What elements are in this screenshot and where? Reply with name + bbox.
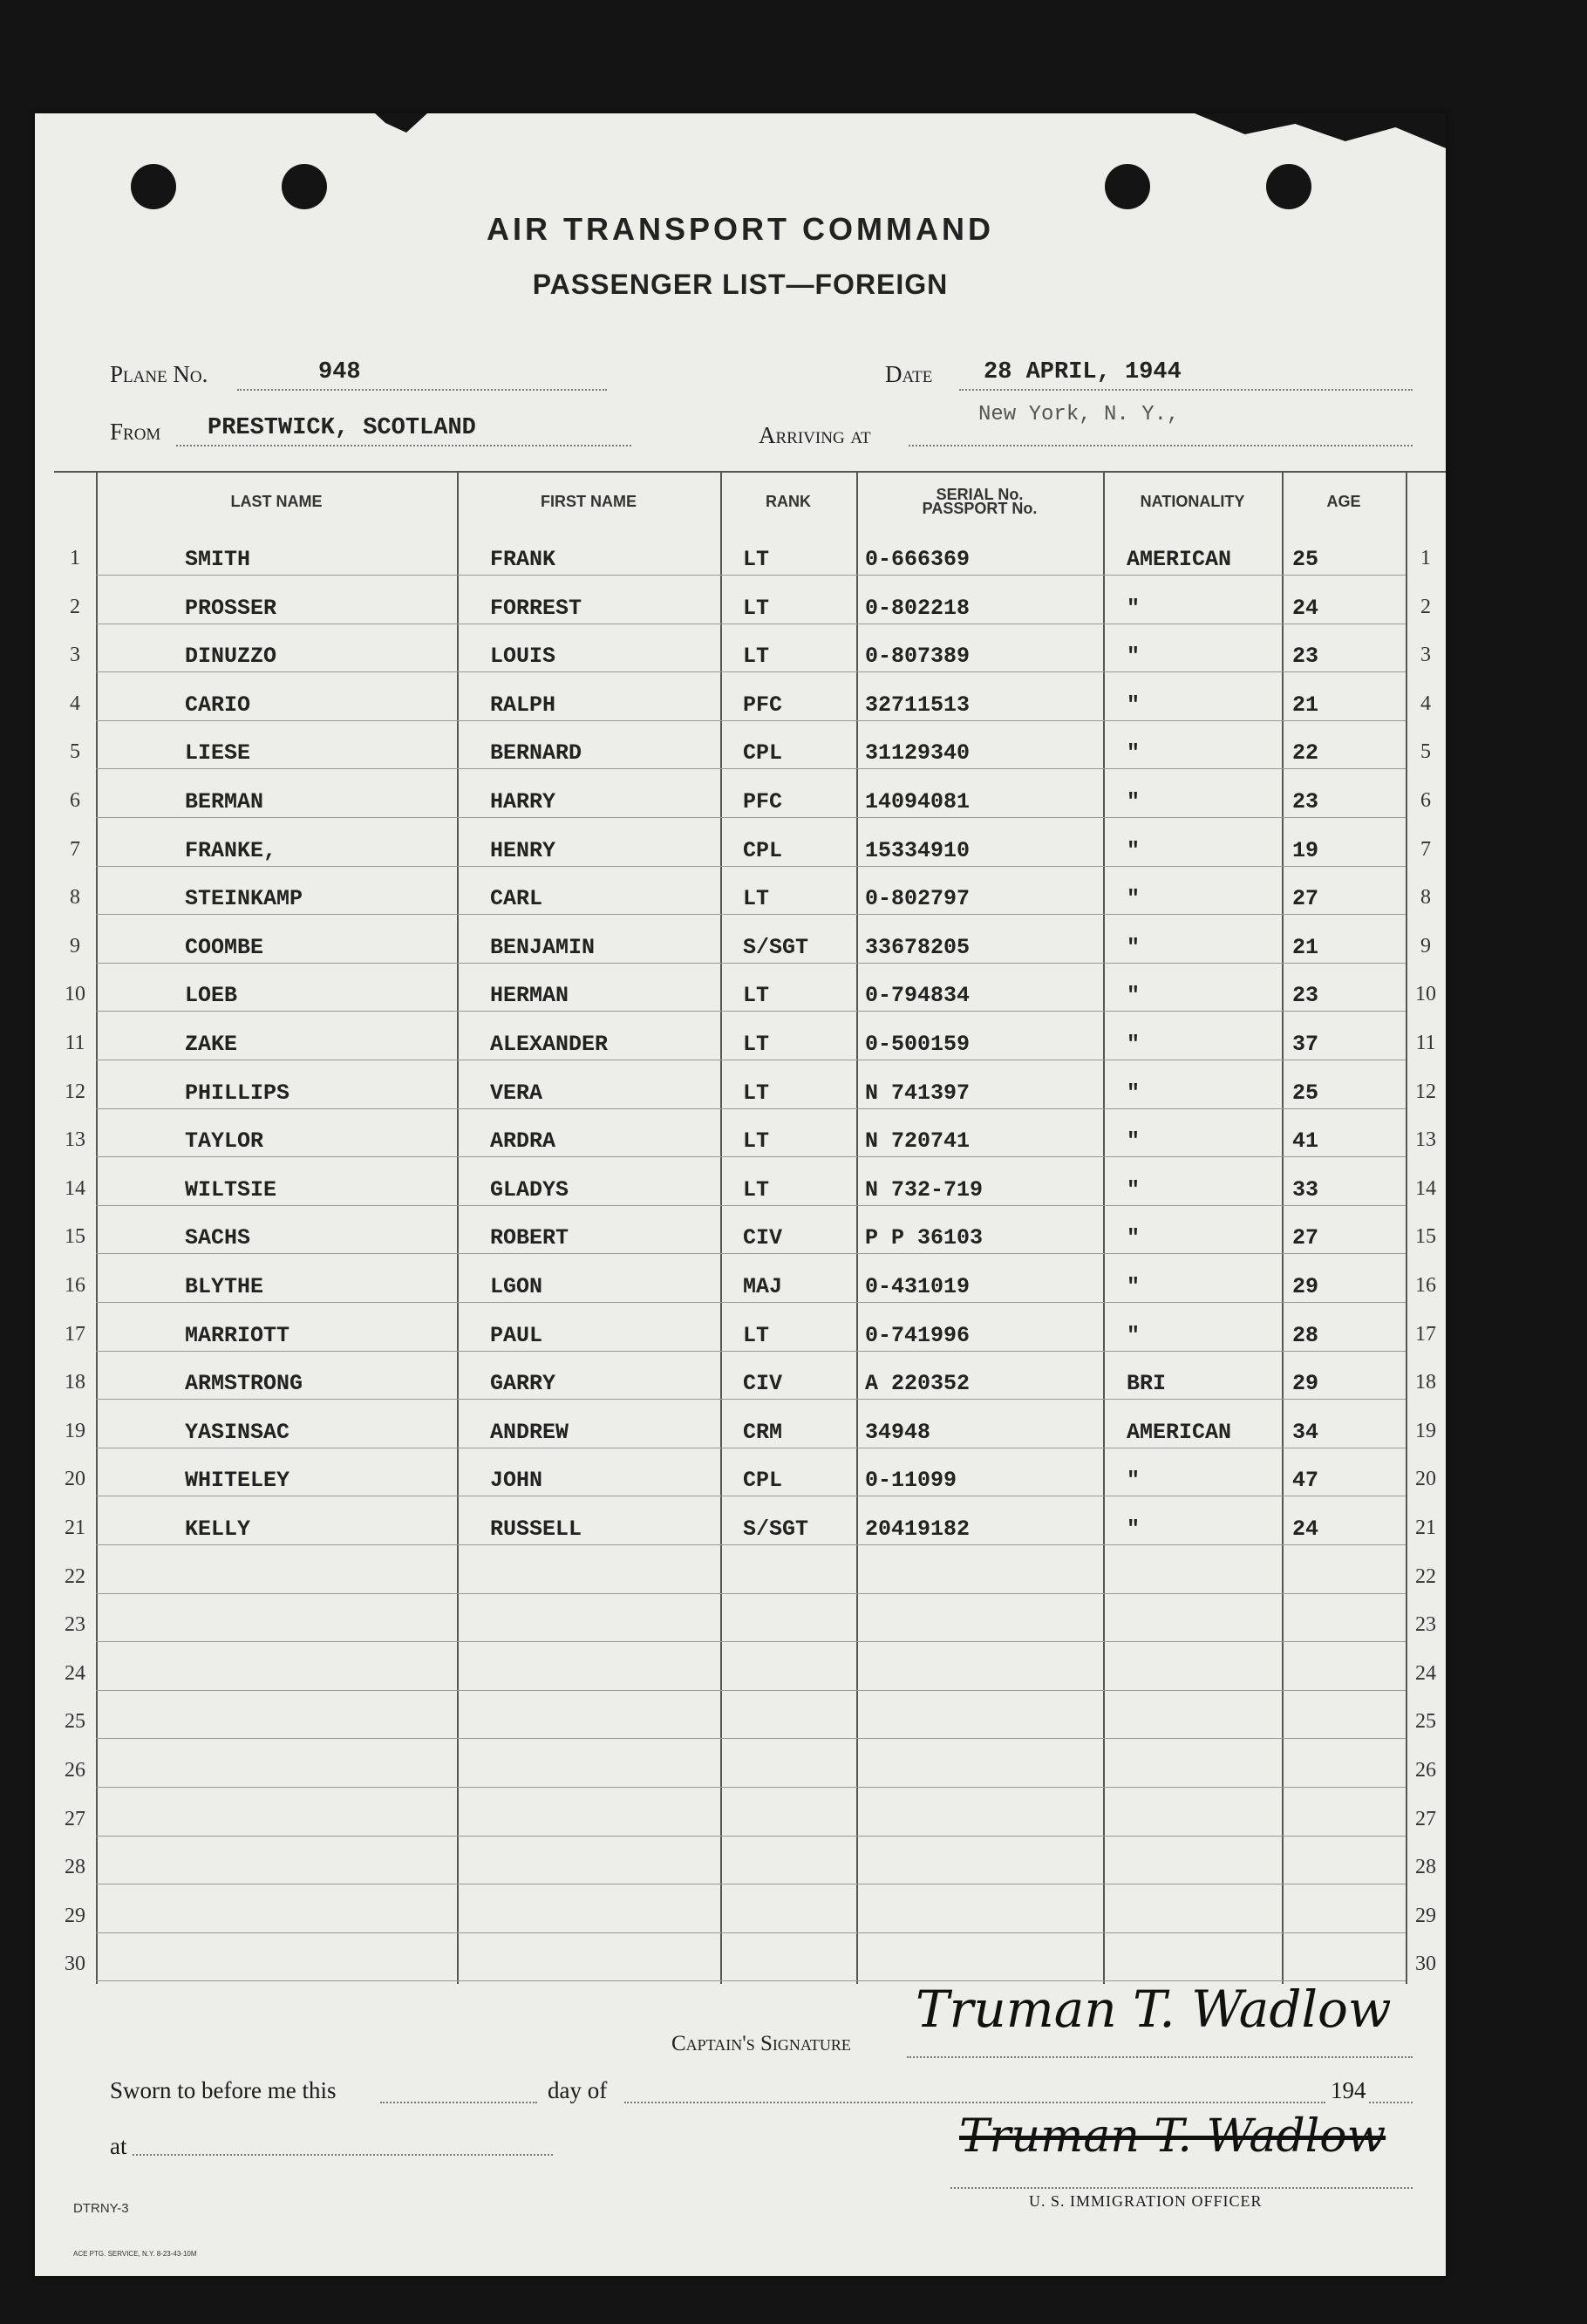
row-number: 16 [1415, 1274, 1436, 1297]
row-number: 19 [65, 1419, 85, 1442]
cell-age: 22 [1292, 740, 1319, 767]
table-row [54, 1206, 1446, 1254]
cell-age: 47 [1292, 1468, 1319, 1494]
cell-last: PROSSER [185, 595, 277, 621]
cell-first: CARL [490, 886, 543, 912]
cell-age: 21 [1292, 692, 1319, 718]
cell-rank: LT [743, 595, 770, 621]
from-value: PRESTWICK, SCOTLAND [208, 415, 476, 441]
cell-first: ROBERT [490, 1225, 569, 1251]
captain-signature-label: Captain's Signature [671, 2032, 851, 2055]
cell-serial: N 741397 [865, 1080, 971, 1106]
cell-age: 29 [1292, 1371, 1319, 1397]
passenger-list-form [35, 113, 1446, 2276]
cell-age: 33 [1292, 1176, 1319, 1203]
column-header-last-name: LAST NAME [230, 493, 323, 510]
cell-last: WILTSIE [185, 1176, 277, 1203]
cell-first: GLADYS [490, 1176, 569, 1203]
row-number: 30 [1415, 1953, 1436, 1976]
cell-last: COOMBE [185, 934, 264, 960]
row-number: 6 [70, 789, 80, 812]
table-row [54, 624, 1446, 672]
cell-rank: LT [743, 644, 770, 670]
cell-rank: LT [743, 1128, 770, 1155]
table-row [54, 1594, 1446, 1642]
row-number: 6 [1420, 789, 1431, 812]
cell-rank: LT [743, 886, 770, 912]
cell-first: RUSSELL [490, 1516, 582, 1542]
cell-rank: LT [743, 1322, 770, 1348]
cell-first: ARDRA [490, 1128, 556, 1155]
cell-first: RALPH [490, 692, 556, 718]
row-number: 21 [1415, 1516, 1436, 1539]
cell-rank: CIV [743, 1225, 783, 1251]
cell-first: ANDREW [490, 1419, 569, 1445]
cell-last: PHILLIPS [185, 1080, 290, 1106]
cell-nat: " [1127, 1080, 1141, 1106]
row-number: 8 [1420, 886, 1431, 910]
officer-signature: Truman T. Wadlow [959, 2110, 1386, 2163]
cell-nat: " [1127, 789, 1141, 814]
table-row [54, 1012, 1446, 1060]
row-number: 9 [1420, 934, 1431, 958]
cell-first: VERA [490, 1080, 543, 1106]
table-row [54, 1933, 1446, 1981]
column-header-first-name: FIRST NAME [541, 493, 637, 510]
printer-mark: ACE PTG. SERVICE, N.Y. 8-23-43-10M [73, 2250, 197, 2258]
cell-age: 28 [1292, 1322, 1319, 1348]
cell-last: TAYLOR [185, 1128, 264, 1155]
row-number: 15 [65, 1225, 85, 1249]
cell-rank: CPL [743, 837, 783, 863]
immigration-officer-label: U. S. IMMIGRATION OFFICER [1029, 2192, 1263, 2210]
torn-edge [375, 113, 427, 133]
captain-signature: Truman T. Wadlow [916, 1980, 1392, 2039]
cell-serial: 0-741996 [865, 1322, 971, 1348]
row-number: 22 [1415, 1564, 1436, 1588]
row-number: 16 [65, 1274, 85, 1297]
cell-last: WHITELEY [185, 1468, 290, 1494]
row-number: 18 [65, 1371, 85, 1394]
table-row [54, 1546, 1446, 1594]
cell-age: 27 [1292, 1225, 1319, 1251]
cell-last: LIESE [185, 740, 251, 767]
cell-serial: 0-431019 [865, 1274, 971, 1299]
cell-first: BENJAMIN [490, 934, 596, 960]
cell-age: 25 [1292, 1080, 1319, 1106]
row-number: 10 [1415, 983, 1436, 1006]
row-number: 27 [65, 1807, 85, 1830]
row-number: 13 [1415, 1128, 1436, 1152]
cell-age: 27 [1292, 886, 1319, 912]
column-header-serial: SERIAL No. PASSPORT No. [922, 486, 1038, 517]
cell-serial: 31129340 [865, 740, 971, 767]
cell-age: 23 [1292, 789, 1319, 814]
cell-nat: " [1127, 644, 1141, 670]
column-header-nationality: NATIONALITY [1140, 493, 1245, 510]
cell-last: LOEB [185, 983, 238, 1009]
row-number: 29 [65, 1904, 85, 1927]
column-header-age: AGE [1326, 493, 1361, 510]
row-number: 3 [70, 644, 80, 667]
cell-age: 19 [1292, 837, 1319, 863]
row-number: 15 [1415, 1225, 1436, 1249]
row-number: 4 [1420, 692, 1431, 715]
cell-rank: S/SGT [743, 934, 809, 960]
row-number: 2 [1420, 595, 1431, 618]
row-number: 28 [1415, 1856, 1436, 1879]
cell-serial: 0-11099 [865, 1468, 957, 1494]
table-row [54, 721, 1446, 769]
table-row [54, 673, 1446, 721]
table-row [54, 576, 1446, 624]
row-number: 5 [70, 740, 80, 764]
row-number: 4 [70, 692, 80, 715]
cell-first: FRANK [490, 547, 556, 572]
cell-nat: " [1127, 837, 1141, 863]
cell-last: CARIO [185, 692, 251, 718]
table-row [54, 1643, 1446, 1691]
cell-nat: " [1127, 983, 1141, 1009]
cell-nat: AMERICAN [1127, 547, 1232, 572]
cell-last: MARRIOTT [185, 1322, 290, 1348]
cell-serial: 0-500159 [865, 1032, 971, 1057]
cell-nat: " [1127, 692, 1141, 718]
cell-rank: CPL [743, 740, 783, 767]
cell-first: HERMAN [490, 983, 569, 1009]
form-title: AIR TRANSPORT COMMAND [487, 211, 994, 247]
cell-serial: 34948 [865, 1419, 931, 1445]
cell-serial: 0-794834 [865, 983, 971, 1009]
cell-serial: 33678205 [865, 934, 971, 960]
cell-serial: N 720741 [865, 1128, 971, 1155]
cell-last: YASINSAC [185, 1419, 290, 1445]
table-row [54, 1789, 1446, 1837]
row-number: 25 [65, 1710, 85, 1734]
row-number: 23 [1415, 1613, 1436, 1637]
punch-hole [1105, 164, 1150, 209]
table-row [54, 1352, 1446, 1400]
form-subtitle: PASSENGER LIST—FOREIGN [532, 269, 949, 300]
table-row [54, 1837, 1446, 1884]
row-number: 25 [1415, 1710, 1436, 1734]
cell-serial: N 732-719 [865, 1176, 984, 1203]
punch-hole [1266, 164, 1311, 209]
cell-serial: 0-802218 [865, 595, 971, 621]
table-row [54, 1885, 1446, 1933]
cell-serial: 14094081 [865, 789, 971, 814]
cell-nat: AMERICAN [1127, 1419, 1232, 1445]
cell-serial: 32711513 [865, 692, 971, 718]
plane-number: 948 [318, 359, 361, 385]
row-number: 5 [1420, 740, 1431, 764]
row-number: 3 [1420, 644, 1431, 667]
date-value: 28 APRIL, 1944 [984, 359, 1182, 385]
cell-first: JOHN [490, 1468, 543, 1494]
cell-nat: " [1127, 886, 1141, 912]
row-number: 14 [65, 1176, 85, 1200]
cell-nat: BRI [1127, 1371, 1167, 1397]
row-number: 26 [65, 1759, 85, 1782]
row-number: 7 [1420, 837, 1431, 861]
cell-nat: " [1127, 595, 1141, 621]
table-row [54, 819, 1446, 867]
column-header-rank: RANK [766, 493, 811, 510]
cell-age: 37 [1292, 1032, 1319, 1057]
from-label: From [110, 419, 161, 445]
table-row [54, 1448, 1446, 1496]
row-number: 12 [65, 1080, 85, 1103]
cell-last: ZAKE [185, 1032, 238, 1057]
at-label: at [110, 2133, 127, 2159]
cell-rank: LT [743, 1176, 770, 1203]
row-number: 28 [65, 1856, 85, 1879]
cell-first: HENRY [490, 837, 556, 863]
table-row [54, 916, 1446, 964]
cell-serial: 0-807389 [865, 644, 971, 670]
cell-rank: PFC [743, 789, 783, 814]
cell-serial: 0-802797 [865, 886, 971, 912]
cell-serial: 0-666369 [865, 547, 971, 572]
cell-last: BERMAN [185, 789, 264, 814]
cell-nat: " [1127, 934, 1141, 960]
row-number: 9 [70, 934, 80, 958]
arriving-label: Arriving at [759, 422, 871, 448]
form-code: DTRNY-3 [73, 2201, 129, 2216]
row-number: 23 [65, 1613, 85, 1637]
cell-nat: " [1127, 1516, 1141, 1542]
cell-age: 23 [1292, 983, 1319, 1009]
row-number: 22 [65, 1564, 85, 1588]
row-number: 30 [65, 1953, 85, 1976]
cell-first: LOUIS [490, 644, 556, 670]
cell-first: BERNARD [490, 740, 582, 767]
row-number: 26 [1415, 1759, 1436, 1782]
cell-nat: " [1127, 1274, 1141, 1299]
cell-last: BLYTHE [185, 1274, 264, 1299]
cell-rank: LT [743, 547, 770, 572]
date-label: Date [885, 361, 933, 387]
cell-last: SACHS [185, 1225, 251, 1251]
cell-nat: " [1127, 1468, 1141, 1494]
cell-rank: LT [743, 1032, 770, 1057]
row-number: 21 [65, 1516, 85, 1539]
plane-label: Plane No. [110, 361, 208, 387]
row-number: 24 [1415, 1661, 1436, 1685]
cell-serial: 15334910 [865, 837, 971, 863]
table-row [54, 1691, 1446, 1739]
row-number: 20 [1415, 1468, 1436, 1491]
table-row [54, 1061, 1446, 1109]
table-row [54, 1740, 1446, 1788]
row-number: 2 [70, 595, 80, 618]
row-number: 19 [1415, 1419, 1436, 1442]
cell-rank: LT [743, 983, 770, 1009]
table-row [54, 1158, 1446, 1206]
cell-serial: P P 36103 [865, 1225, 984, 1251]
cell-last: DINUZZO [185, 644, 277, 670]
cell-age: 21 [1292, 934, 1319, 960]
cell-age: 24 [1292, 595, 1319, 621]
cell-rank: S/SGT [743, 1516, 809, 1542]
cell-age: 41 [1292, 1128, 1319, 1155]
row-number: 12 [1415, 1080, 1436, 1103]
row-number: 11 [65, 1032, 85, 1054]
cell-rank: LT [743, 1080, 770, 1106]
row-number: 7 [70, 837, 80, 861]
table-row [54, 1109, 1446, 1157]
table-row [54, 770, 1446, 818]
table-row [54, 1304, 1446, 1352]
torn-edge [1195, 113, 1446, 148]
cell-age: 25 [1292, 547, 1319, 572]
punch-hole [131, 164, 176, 209]
row-number: 11 [1415, 1032, 1436, 1054]
cell-nat: " [1127, 1225, 1141, 1251]
cell-rank: CIV [743, 1371, 783, 1397]
table-row [54, 1401, 1446, 1448]
cell-first: PAUL [490, 1322, 543, 1348]
passenger-table [54, 471, 1446, 1984]
table-row [54, 1255, 1446, 1303]
row-number: 27 [1415, 1807, 1436, 1830]
year-label: 194 [1331, 2077, 1366, 2103]
row-number: 10 [65, 983, 85, 1006]
cell-rank: PFC [743, 692, 783, 718]
cell-last: KELLY [185, 1516, 251, 1542]
cell-first: LGON [490, 1274, 543, 1299]
row-number: 13 [65, 1128, 85, 1152]
cell-serial: 20419182 [865, 1516, 971, 1542]
row-number: 14 [1415, 1176, 1436, 1200]
cell-rank: CPL [743, 1468, 783, 1494]
cell-age: 23 [1292, 644, 1319, 670]
cell-age: 34 [1292, 1419, 1319, 1445]
arriving-value: New York, N. Y., [978, 403, 1180, 426]
cell-last: SMITH [185, 547, 251, 572]
cell-nat: " [1127, 1322, 1141, 1348]
cell-nat: " [1127, 1032, 1141, 1057]
cell-last: STEINKAMP [185, 886, 303, 912]
row-number: 24 [65, 1661, 85, 1685]
cell-first: FORREST [490, 595, 582, 621]
row-number: 17 [65, 1322, 85, 1346]
row-number: 18 [1415, 1371, 1436, 1394]
table-row [54, 528, 1446, 576]
cell-last: FRANKE, [185, 837, 277, 863]
cell-first: GARRY [490, 1371, 556, 1397]
cell-first: HARRY [490, 789, 556, 814]
cell-first: ALEXANDER [490, 1032, 609, 1057]
cell-serial: A 220352 [865, 1371, 971, 1397]
row-number: 8 [70, 886, 80, 910]
cell-rank: CRM [743, 1419, 783, 1445]
row-number: 29 [1415, 1904, 1436, 1927]
cell-age: 29 [1292, 1274, 1319, 1299]
row-number: 17 [1415, 1322, 1436, 1346]
row-number: 1 [70, 547, 80, 569]
punch-hole [282, 164, 327, 209]
cell-nat: " [1127, 1176, 1141, 1203]
table-row [54, 964, 1446, 1012]
cell-rank: MAJ [743, 1274, 783, 1299]
row-number: 20 [65, 1468, 85, 1491]
table-row [54, 867, 1446, 915]
row-number: 1 [1420, 547, 1431, 569]
cell-nat: " [1127, 740, 1141, 767]
day-label: day of [548, 2077, 608, 2103]
cell-last: ARMSTRONG [185, 1371, 303, 1397]
cell-nat: " [1127, 1128, 1141, 1155]
table-row [54, 1497, 1446, 1545]
sworn-label: Sworn to before me this [110, 2077, 337, 2103]
cell-age: 24 [1292, 1516, 1319, 1542]
